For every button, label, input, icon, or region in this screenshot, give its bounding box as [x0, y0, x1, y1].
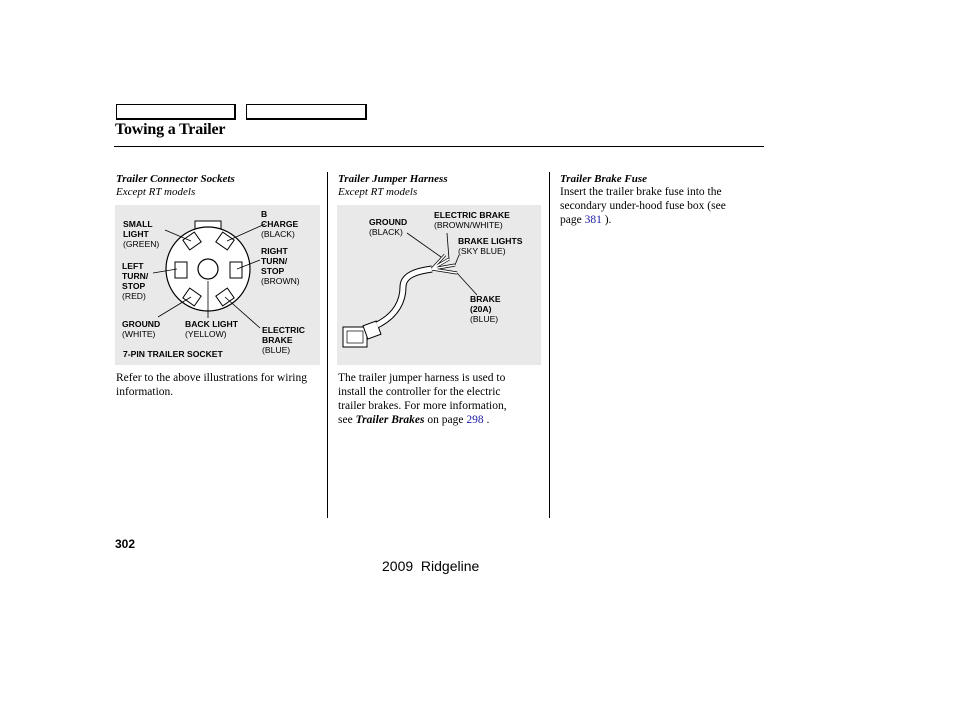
label-harness-brake-lights: BRAKE LIGHTS (SKY BLUE) — [458, 236, 523, 256]
connector-body-text: Refer to the above illustrations for wiring information. — [116, 372, 307, 398]
column-divider-1 — [327, 172, 328, 518]
section-heading-jumper-harness: Trailer Jumper Harness — [338, 173, 448, 185]
label-harness-brake: BRAKE (20A) (BLUE) — [470, 294, 501, 324]
trailer-socket-figure — [115, 205, 320, 365]
column-divider-2 — [549, 172, 550, 518]
fuse-body-text: Insert the trailer brake fuse into the secondary under-hood fuse box (see page 381 ). — [560, 186, 726, 226]
label-harness-electric-brake: ELECTRIC BRAKE (BROWN/WHITE) — [434, 210, 510, 230]
label-right-turn-stop: RIGHT TURN/ STOP (BROWN) — [261, 246, 300, 286]
label-back-light: BACK LIGHT (YELLOW) — [185, 319, 238, 339]
label-b-charge: B CHARGE (BLACK) — [261, 209, 299, 239]
figure-caption-socket: 7-PIN TRAILER SOCKET — [123, 349, 223, 359]
jumper-harness-figure — [337, 205, 541, 365]
page-link-381[interactable]: 381 — [584, 214, 602, 226]
nav-button-1[interactable] — [116, 104, 236, 120]
label-left-turn-stop: LEFT TURN/ STOP (RED) — [122, 261, 149, 301]
title-divider — [114, 146, 764, 147]
section-subheading-harness: Except RT models — [338, 186, 418, 198]
trailer-brakes-reference: Trailer Brakes — [355, 414, 425, 426]
page-number: 302 — [115, 537, 136, 551]
label-small-light: SMALL LIGHT (GREEN) — [123, 219, 160, 249]
harness-body-text: The trailer jumper harness is used to install the controller for the electric trailer brakes. For more information, see Trailer Brakes on page 298 . — [338, 372, 507, 426]
label-harness-ground: GROUND (BLACK) — [369, 217, 408, 237]
label-ground: GROUND (WHITE) — [122, 319, 161, 339]
page-link-298[interactable]: 298 — [466, 414, 484, 426]
section-heading-connector-sockets: Trailer Connector Sockets — [116, 173, 235, 185]
footer-model: 2009 Ridgeline — [382, 558, 480, 574]
label-electric-brake: ELECTRIC BRAKE (BLUE) — [262, 325, 305, 355]
page-title: Towing a Trailer — [115, 121, 226, 138]
nav-button-2[interactable] — [246, 104, 367, 120]
section-heading-brake-fuse: Trailer Brake Fuse — [560, 173, 647, 185]
section-subheading-connector: Except RT models — [116, 186, 196, 198]
